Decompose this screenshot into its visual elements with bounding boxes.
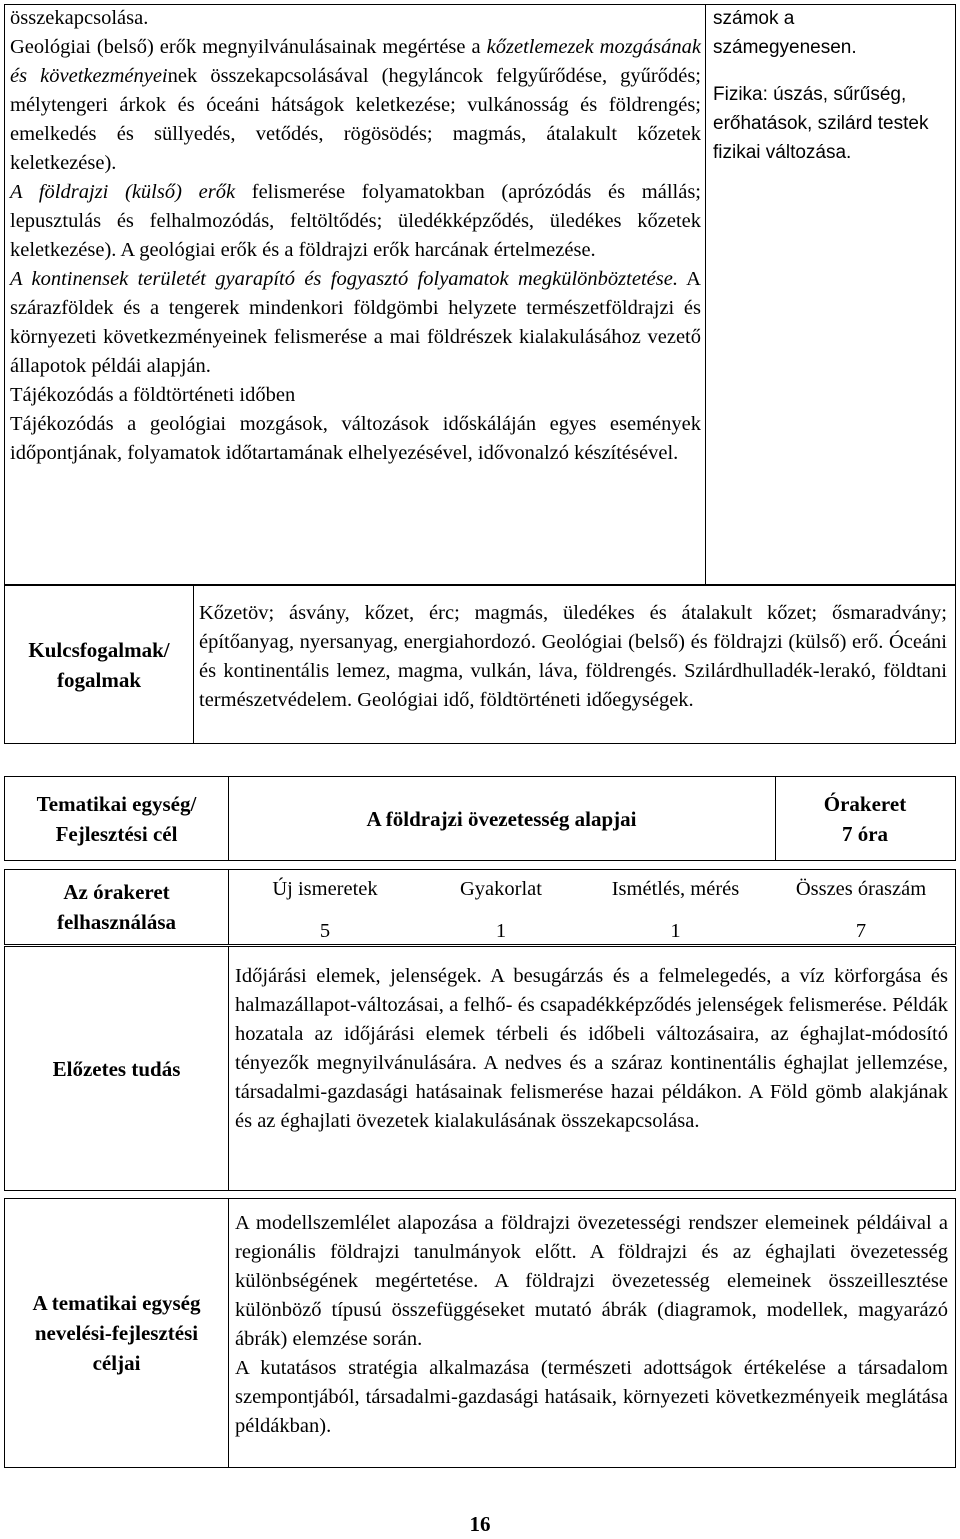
header-uj-ismeretek: Új ismeretek	[272, 878, 378, 900]
label-text: Előzetes tudás	[52, 1056, 181, 1081]
unit-title-text: A földrajzi övezetesség alapjai	[366, 806, 637, 831]
elozetes-tudas-content	[228, 946, 956, 1191]
text-line: összekapcsolása.	[10, 7, 149, 29]
hours-value-row	[228, 916, 954, 946]
value-osszes: 7	[855, 920, 867, 942]
orakeret-felhasznalasa-label	[4, 869, 229, 945]
label-text: A tematikai egység nevelési-fejlesztési céljai	[32, 1291, 201, 1375]
orakeret-value: 7 óra	[841, 821, 889, 846]
header-ismetles: Ismétlés, mérés	[611, 878, 740, 900]
value-ismetles: 1	[670, 920, 681, 942]
orakeret-label: Órakeret	[823, 791, 907, 816]
hours-header-row	[228, 870, 954, 909]
orakeret-box	[775, 776, 956, 861]
celok-label	[4, 1198, 229, 1468]
value-gyakorlat: 1	[495, 920, 507, 942]
text-span: nek összekapcsolásával (hegyláncok felgyűrődése, gyűrődés; mélytengeri árkok és óceáni hátságok keletkezése; vulkánosság és földrengés; emelkedés és süllyedés, vetődés, rögösödés; magmás, átalakult kőzetek keletkezése).	[10, 65, 701, 174]
kulcsfogalmak-content	[193, 585, 956, 744]
elozetes-tudas-label	[4, 946, 229, 1191]
kulcsfogalmak-text: Kőzetöv; ásvány, kőzet, érc; magmás, üledékes és átalakult kőzet; ősmaradvány; építőanyag, nyersanyag, energiahordozó. Geológiai (belső) és földrajzi (külső) erő. Óceáni és kontinentális lemez, magma, vulkán, láva, földrengés. Szilárdhulladék-lerakó, földtani természetvédelem. Geológiai idő, földtörténeti időegységek.	[199, 602, 947, 711]
italic-text: A földrajzi (külső) erők	[10, 181, 236, 203]
value-uj-ismeretek: 5	[319, 920, 331, 942]
side-text: számok a számegyenesen.	[713, 8, 857, 58]
paragraph-kontinensek	[10, 265, 701, 381]
main-content-cell	[10, 4, 701, 468]
paragraph-tajekozodas: Tájékozódás a geológiai mozgások, változások időskáláján egyes események időpontjának, folyamatok időtartamának elhelyezésével, idővonalzó készítésével.	[10, 413, 701, 464]
side-connections-cell	[713, 5, 949, 168]
hours-table	[228, 869, 956, 945]
page-number: 16	[469, 1512, 491, 1536]
header-gyakorlat: Gyakorlat	[460, 878, 542, 900]
text-span: felismerése folyamatokban (aprózódás és mállás; lepusztulás és felhalmozódás, feltöltődés; üledékképződés, üledékes kőzetek keletkezése). A geológiai erők és a földrajzi erők harcának értelmezése.	[10, 181, 702, 261]
paragraph-tajekozodas-heading: Tájékozódás a földtörténeti időben	[10, 384, 296, 406]
unit-title	[228, 776, 776, 861]
italic-text: A kontinensek területét gyarapító és fogyasztó folyamatok megkülönböztetése.	[10, 268, 678, 290]
tematikai-egyseg-label	[4, 776, 229, 861]
celok-paragraph: A kutatásos stratégia alkalmazása (természeti adottságok értékelése a társadalom szempontjából, társadalmi-gazdasági hatásaik, környezeti következményeik meglátása példákban).	[235, 1357, 948, 1437]
celok-paragraph: A modellszemlélet alapozása a földrajzi övezetességi rendszer elemeinek példáival a regionális földrajzi tanulmányok előtt. A földrajzi és az éghajlati övezetesség különbségének megértetése. A földrajzi övezetesség elemeinek összeillesztése különböző típusú összefüggéseket mutató ábrák (diagramok, modellek, magyarázó ábrák) elemzése során.	[235, 1212, 948, 1350]
paragraph-foldrajzi-erok	[10, 178, 701, 265]
kulcsfogalmak-label	[4, 585, 194, 744]
text-span: A szárazföldek és a tengerek mindenkori földgömbi helyzete természetföldrajzi és környezeti következményeinek felismerése a mai földrészek kialakulásához vezető állapotok példái alapján.	[10, 268, 701, 377]
side-text: Fizika: úszás, sűrűség, erőhatások, szilárd testek fizikai változása.	[713, 84, 929, 163]
header-osszes: Összes óraszám	[795, 878, 927, 900]
label-text: Az órakeret felhasználása	[56, 880, 176, 934]
label-text: Kulcsfogalmak/ fogalmak	[28, 637, 170, 692]
text-span: Geológiai (belső) erők megnyilvánulásainak megértése a	[10, 36, 481, 58]
italic-text: kőzetlemezek mozgásának és következményei	[10, 36, 702, 87]
elozetes-text: Időjárási elemek, jelenségek. A besugárzás és a felmelegedés, a víz körforgása és halmazállapot-változásai, a felhő- és csapadékképződés jelenségek felismerése. Példák hozatala az időjárási elemek térbeli és időbeli változásaira, az éghajlat-módosító tényezők megnyilvánulására. A nedves és a száraz kontinentális éghajlat jellemzése, társadalmi-gazdasági hatásainak felismerése hazai példákon. A Föld gömb alakjának és az éghajlati övezetek kialakulásának összekapcsolása.	[235, 965, 948, 1132]
label-text: Tematikai egység/ Fejlesztési cél	[36, 791, 197, 846]
paragraph-geologiai-erok	[10, 33, 701, 178]
celok-content	[228, 1198, 956, 1468]
table-divider	[705, 4, 706, 585]
